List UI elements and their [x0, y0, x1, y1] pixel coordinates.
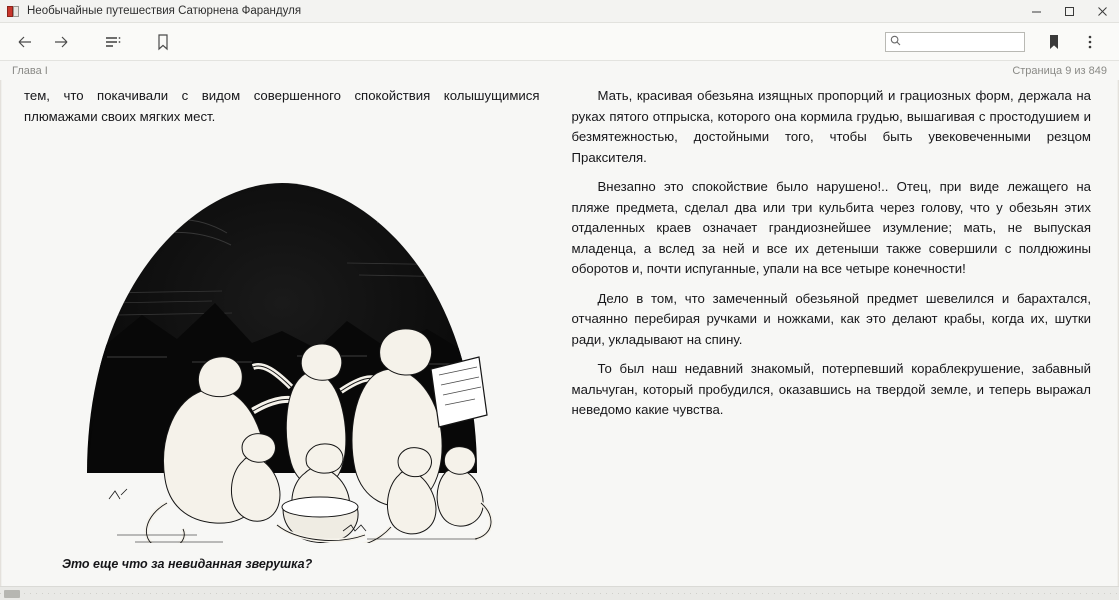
monkeys-engraving: [24, 143, 540, 543]
paragraph-continuation: тем, что покачивали с видом совершенного спокойствия колышущимися плюмажами своих мягких мест.: [24, 88, 540, 124]
paragraph: Дело в том, что замеченный обезьяной предмет шевелился и барахтался, отчаянно перебирая ручками и ножками, как это делают крабы, когда их, шутки ради, укладывают на спину.: [571, 290, 1091, 347]
bookmark-filled-icon[interactable]: [1037, 28, 1071, 56]
scrollbar-thumb[interactable]: [4, 590, 20, 598]
page-column-right: [558, 86, 1102, 586]
bookmark-outline-icon[interactable]: [146, 28, 180, 56]
close-icon[interactable]: [1086, 0, 1119, 22]
page-columns: [0, 80, 1119, 586]
paragraph: То был наш недавний знакомый, потерпевший кораблекрушение, забавный мальчуган, который пробудился, оказавшись на твердой земле, и теперь выражал неведомо какие чувства.: [571, 361, 1091, 417]
paragraph: Внезапно это спокойствие было нарушено!.. Отец, при виде лежащего на пляже предмета, сделал два или три кульбита через голову, что у обезьян этих отдаленных краев означает грандиознейшее изумление; мать, не выпуская младенца, а вслед за ней и все их детеныши также совершили с полдюжины оборотов и, почти испуганные, упали на все четыре конечности!: [571, 179, 1091, 276]
more-vertical-icon[interactable]: [1073, 28, 1107, 56]
paragraph: Мать, красивая обезьяна изящных пропорций и грациозных форм, держала на руках пятого отпрыска, которого она кормила грудью, вышагивая с простодушием и безмятежностью, достойными того, чтобы быть увековеченными резцом Праксителя.: [571, 88, 1091, 165]
figure-caption: Это еще что за невиданная зверушка?: [62, 557, 313, 571]
page-status: Страница 9 из 849: [1012, 64, 1107, 77]
window-title: Необычайные путешествия Сатюрнена Фарандуля: [27, 5, 302, 17]
reader-header: [0, 61, 1119, 80]
chapter-label: Глава I: [12, 64, 48, 77]
toolbar: [0, 23, 1119, 61]
title-bar: [0, 0, 1119, 23]
search-icon: [890, 33, 901, 51]
engraving-illustration: [47, 143, 517, 543]
reader-content[interactable]: [0, 80, 1119, 586]
window-controls: [1020, 0, 1119, 22]
table-of-contents-icon[interactable]: [96, 28, 130, 56]
search-box[interactable]: [885, 32, 1025, 52]
maximize-icon[interactable]: [1053, 0, 1086, 22]
search-input[interactable]: [905, 35, 1020, 49]
horizontal-scrollbar[interactable]: [0, 586, 1119, 600]
book-icon: [7, 5, 20, 18]
forward-arrow-icon[interactable]: [44, 28, 78, 56]
page-column-left: [14, 86, 558, 586]
scrollbar-track: [0, 593, 1119, 594]
minimize-icon[interactable]: [1020, 0, 1053, 22]
toolbar-right: [885, 28, 1109, 56]
back-arrow-icon[interactable]: [8, 28, 42, 56]
